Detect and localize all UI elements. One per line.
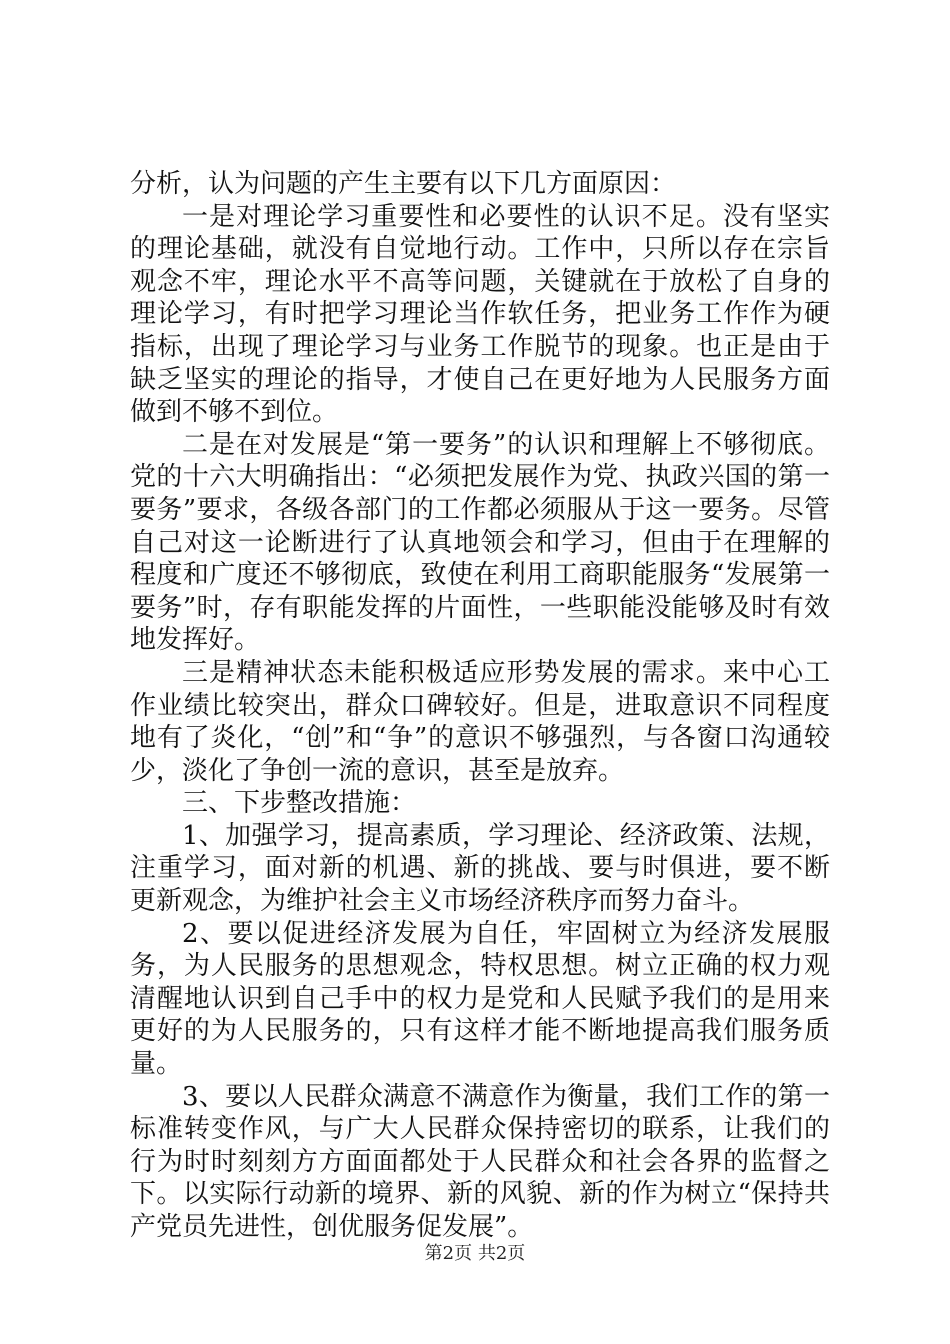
paragraph-cause-two: 二是在对发展是“第一要务”的认识和理解上不够彻底。党的十六大明确指出：“必须把发展作为党、执政兴国的第一要务”要求，各级各部门的工作都必须服从于这一要务。尽管自己对这一论断进行了认真地领会和学习，但由于在理解的程度和广度还不够彻底，致使在利用工商职能服务“发展第一要务”时，存有职能发挥的片面性，一些职能没能够及时有效地发挥好。: [130, 429, 830, 656]
paragraph-continuation: 分析，认为问题的产生主要有以下几方面原因：: [130, 169, 677, 199]
section-heading-measures: 三、下步整改措施：: [182, 788, 417, 819]
paragraph-measure-one: 1、加强学习，提高素质，学习理论、经济政策、法规，注重学习，面对新的机遇、新的挑战、要与时俱进，要不断更新观念，为维护社会主义市场经济秩序而努力奋斗。: [130, 820, 830, 917]
paragraph-measure-three: 3、要以人民群众满意不满意作为衡量，我们工作的第一标准转变作风，与广大人民群众保持密切的联系，让我们的行为时时刻刻方方面面都处于人民群众和社会各界的监督之下。以实际行动新的境界、新的风貌、新的作为树立“保持共产党员先进性，创优服务促发展”。: [130, 1081, 830, 1242]
paragraph-measure-two: 2、要以促进经济发展为自任，牢固树立为经济发展服务，为人民服务的思想观念，特权思想。树立正确的权力观清醒地认识到自己手中的权力是党和人民赋予我们的是用来更好的为人民服务的，只有这样才能不断地提高我们服务质量。: [130, 918, 830, 1080]
paragraph-cause-one: 一是对理论学习重要性和必要性的认识不足。没有坚实的理论基础，就没有自觉地行动。工作中，只所以存在宗旨观念不牢，理论水平不高等问题，关键就在于放松了自身的理论学习，有时把学习理论当作软任务，把业务工作作为硬指标，出现了理论学习与业务工作脱节的现象。也正是由于缺乏坚实的理论的指导，才使自己在更好地为人民服务方面做到不够不到位。: [130, 201, 830, 428]
paragraph-cause-three: 三是精神状态未能积极适应形势发展的需求。来中心工作业绩比较突出，群众口碑较好。但是，进取意识不同程度地有了炎化，“创”和“争”的意识不够强烈，与各窗口沟通较少，淡化了争创一流的意识，甚至是放弃。: [130, 657, 830, 786]
page-number-footer: 第2页 共2页: [424, 1243, 526, 1264]
document-body: [130, 168, 830, 1244]
